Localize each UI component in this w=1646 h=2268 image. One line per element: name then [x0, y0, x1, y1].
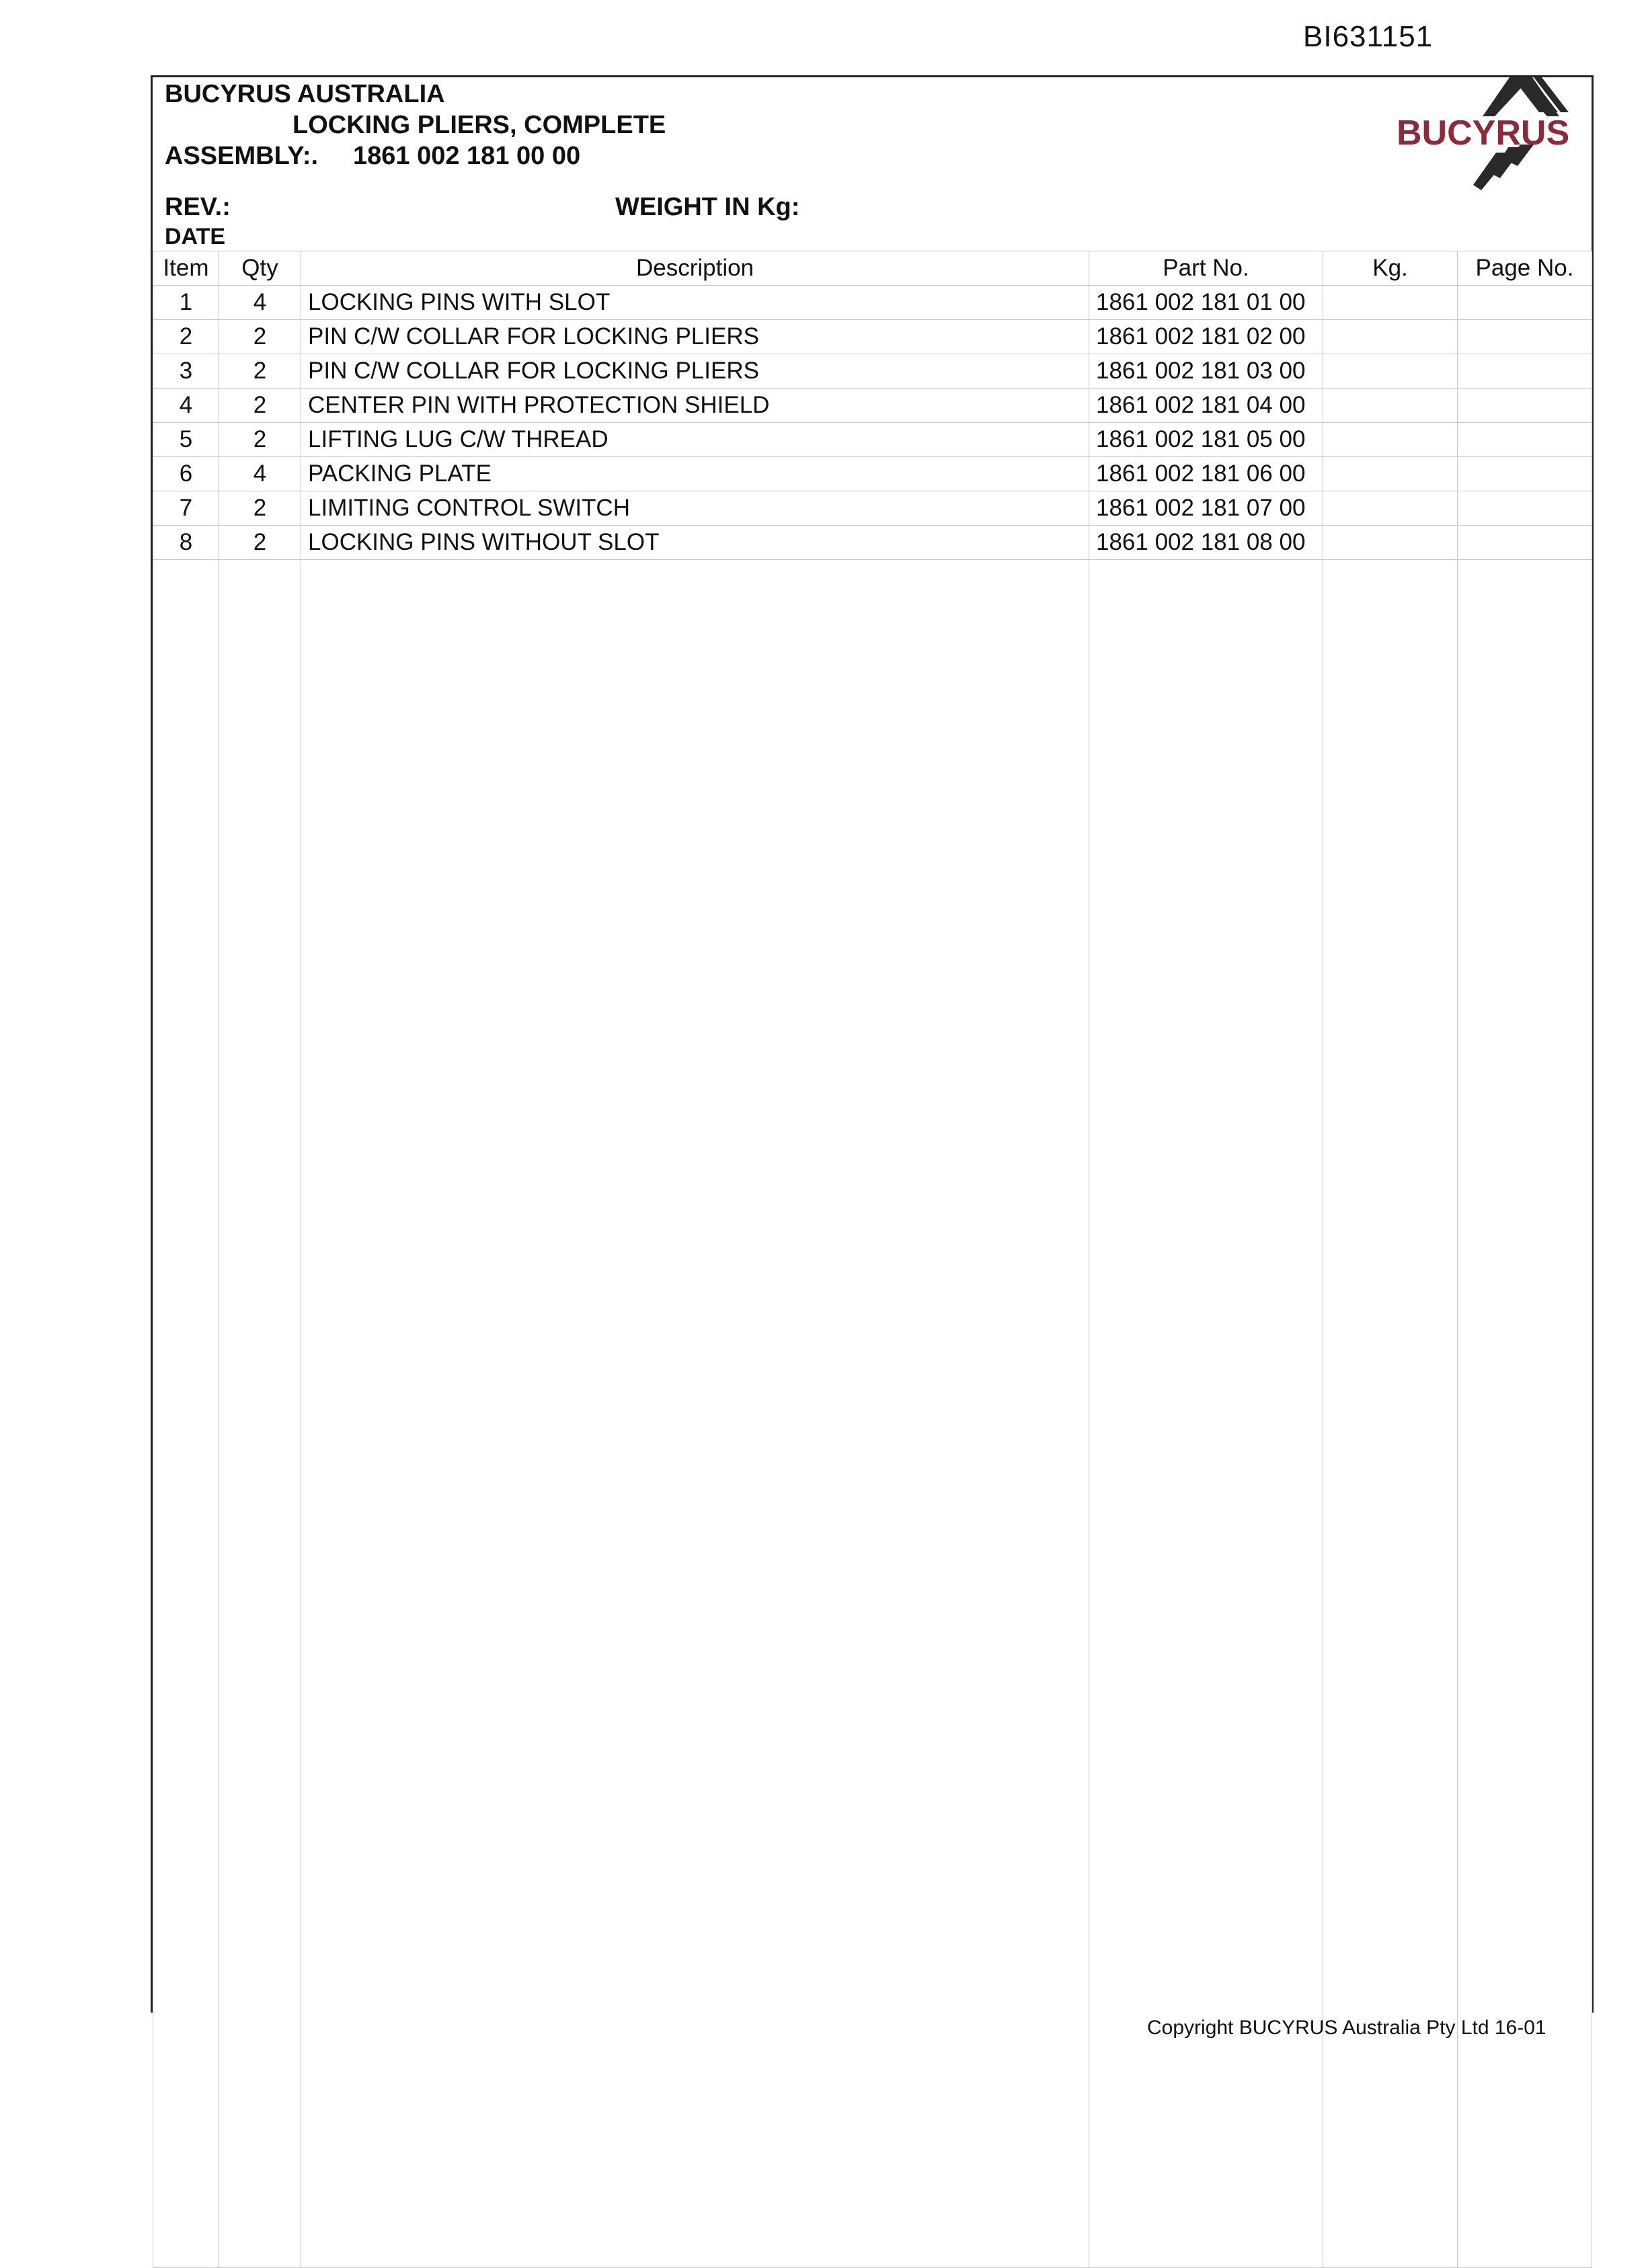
item-cell: 4 — [153, 389, 219, 423]
description-cell: LOCKING PINS WITHOUT SLOT — [301, 526, 1089, 560]
bucyrus-logo — [1394, 77, 1589, 195]
column-header-page-no: Page No. — [1458, 251, 1592, 286]
kg-cell — [1323, 286, 1458, 320]
table-row — [153, 320, 1592, 354]
rev-label: REV.: — [165, 193, 231, 221]
part-no-cell: 1861 002 181 01 00 — [1089, 286, 1323, 320]
assembly-title: LOCKING PLIERS, COMPLETE — [292, 111, 666, 139]
qty-cell: 2 — [219, 491, 301, 526]
column-header-part-no: Part No. — [1089, 251, 1323, 286]
item-cell: 3 — [153, 354, 219, 389]
description-cell: LIFTING LUG C/W THREAD — [301, 423, 1089, 457]
qty-cell: 4 — [219, 286, 301, 320]
company-name: BUCYRUS AUSTRALIA — [165, 80, 445, 108]
qty-cell: 2 — [219, 526, 301, 560]
part-no-cell: 1861 002 181 03 00 — [1089, 354, 1323, 389]
parts-table — [153, 251, 1592, 2268]
page-no-cell — [1458, 286, 1592, 320]
item-cell: 1 — [153, 286, 219, 320]
description-cell: PIN C/W COLLAR FOR LOCKING PLIERS — [301, 354, 1089, 389]
page-no-cell — [1458, 423, 1592, 457]
qty-cell: 2 — [219, 423, 301, 457]
empty-cell — [153, 560, 219, 2268]
page-no-cell — [1458, 526, 1592, 560]
assembly-number: 1861 002 181 00 00 — [353, 142, 581, 170]
table-row — [153, 286, 1592, 320]
item-cell: 7 — [153, 491, 219, 526]
item-cell: 8 — [153, 526, 219, 560]
item-cell: 5 — [153, 423, 219, 457]
copyright-footer: Copyright BUCYRUS Australia Pty Ltd 16-01 — [1147, 2017, 1546, 2039]
empty-cell — [301, 560, 1089, 2268]
item-cell: 2 — [153, 320, 219, 354]
table-row — [153, 423, 1592, 457]
column-header-qty: Qty — [219, 251, 301, 286]
part-no-cell: 1861 002 181 07 00 — [1089, 491, 1323, 526]
date-label: DATE — [165, 224, 226, 249]
kg-cell — [1323, 354, 1458, 389]
table-row — [153, 491, 1592, 526]
description-cell: LOCKING PINS WITH SLOT — [301, 286, 1089, 320]
kg-cell — [1323, 491, 1458, 526]
kg-cell — [1323, 423, 1458, 457]
empty-cell — [1323, 560, 1458, 2268]
parts-list-sheet — [151, 75, 1594, 2013]
empty-cell — [219, 560, 301, 2268]
table-header-row — [153, 251, 1592, 286]
logo-wordmark: BUCYRUS — [1397, 114, 1570, 153]
qty-cell: 2 — [219, 354, 301, 389]
qty-cell: 2 — [219, 389, 301, 423]
kg-cell — [1323, 526, 1458, 560]
table-row — [153, 354, 1592, 389]
table-row — [153, 457, 1592, 491]
page-no-cell — [1458, 320, 1592, 354]
table-row — [153, 526, 1592, 560]
weight-label: WEIGHT IN Kg: — [615, 193, 800, 221]
kg-cell — [1323, 320, 1458, 354]
part-no-cell: 1861 002 181 02 00 — [1089, 320, 1323, 354]
description-cell: LIMITING CONTROL SWITCH — [301, 491, 1089, 526]
table-row — [153, 389, 1592, 423]
column-header-description: Description — [301, 251, 1089, 286]
part-no-cell: 1861 002 181 04 00 — [1089, 389, 1323, 423]
kg-cell — [1323, 457, 1458, 491]
part-no-cell: 1861 002 181 05 00 — [1089, 423, 1323, 457]
description-cell: PIN C/W COLLAR FOR LOCKING PLIERS — [301, 320, 1089, 354]
assembly-label: ASSEMBLY:. — [165, 142, 319, 170]
column-header-item: Item — [153, 251, 219, 286]
kg-cell — [1323, 389, 1458, 423]
empty-table-area — [153, 560, 1592, 2268]
empty-cell — [1458, 560, 1592, 2268]
qty-cell: 4 — [219, 457, 301, 491]
page-no-cell — [1458, 354, 1592, 389]
document-code: BI631151 — [1303, 20, 1434, 53]
part-no-cell: 1861 002 181 08 00 — [1089, 526, 1323, 560]
item-cell: 6 — [153, 457, 219, 491]
description-cell: CENTER PIN WITH PROTECTION SHIELD — [301, 389, 1089, 423]
part-no-cell: 1861 002 181 06 00 — [1089, 457, 1323, 491]
qty-cell: 2 — [219, 320, 301, 354]
page-no-cell — [1458, 491, 1592, 526]
page-no-cell — [1458, 389, 1592, 423]
description-cell: PACKING PLATE — [301, 457, 1089, 491]
column-header-kg: Kg. — [1323, 251, 1458, 286]
page-no-cell — [1458, 457, 1592, 491]
empty-cell — [1089, 560, 1323, 2268]
